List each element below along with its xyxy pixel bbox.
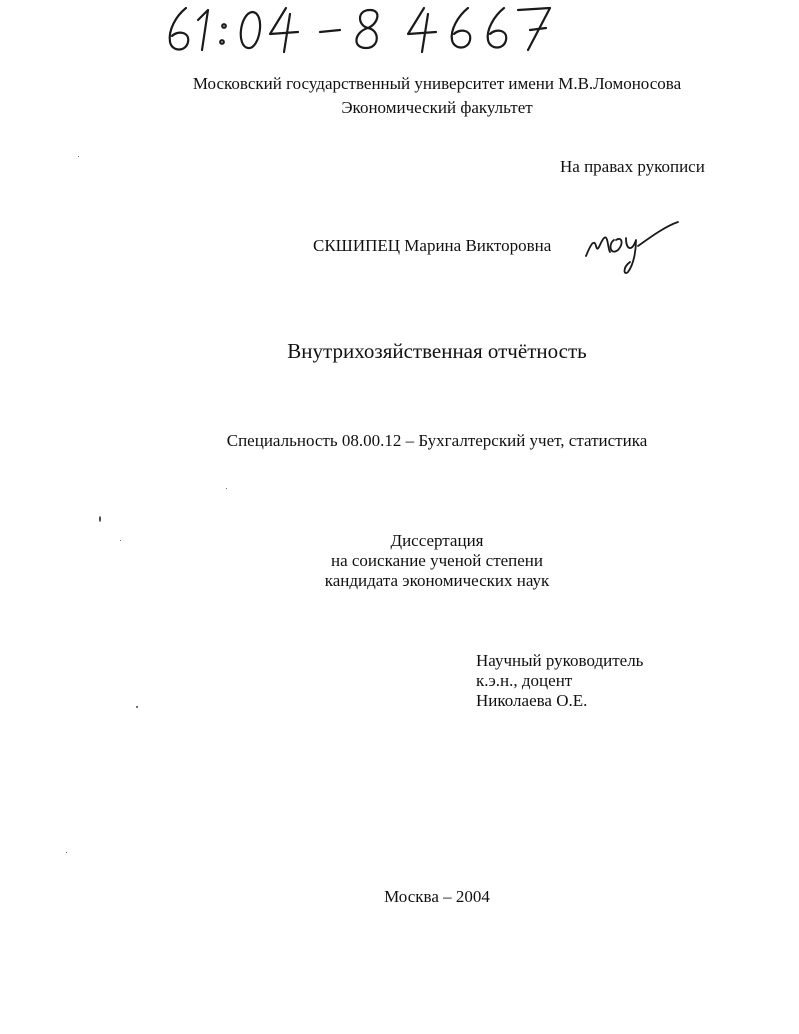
scan-speck bbox=[78, 156, 79, 157]
signature-drawing bbox=[582, 216, 682, 276]
advisor-degree: к.э.н., доцент bbox=[476, 671, 573, 690]
degree-name-line: кандидата экономических наук bbox=[324, 571, 550, 590]
handwritten-archive-number bbox=[158, 2, 558, 58]
scan-speck bbox=[136, 706, 138, 708]
rights-note: На правах рукописи bbox=[560, 157, 705, 176]
author-name: СКШИПЕЦ Марина Викторовна bbox=[313, 236, 552, 255]
dissertation-title: Внутрихозяйственная отчётность bbox=[287, 339, 587, 363]
faculty-name: Экономический факультет bbox=[341, 98, 533, 117]
dissertation-label: Диссертация bbox=[390, 531, 484, 550]
degree-purpose-line: на соискание ученой степени bbox=[330, 551, 544, 570]
city-year: Москва – 2004 bbox=[384, 887, 490, 906]
university-name: Московский государственный университет имени М.В.Ломоносова bbox=[192, 74, 682, 93]
scan-speck bbox=[120, 540, 121, 541]
specialty-line: Специальность 08.00.12 – Бухгалтерский учет, статистика bbox=[226, 431, 648, 450]
handwritten-number-drawing bbox=[158, 2, 558, 58]
scan-speck bbox=[99, 516, 101, 522]
scan-speck bbox=[66, 852, 67, 853]
author-signature bbox=[582, 216, 682, 276]
advisor-name: Николаева О.Е. bbox=[476, 691, 588, 710]
scan-speck bbox=[226, 488, 227, 489]
advisor-role: Научный руководитель bbox=[476, 651, 644, 670]
